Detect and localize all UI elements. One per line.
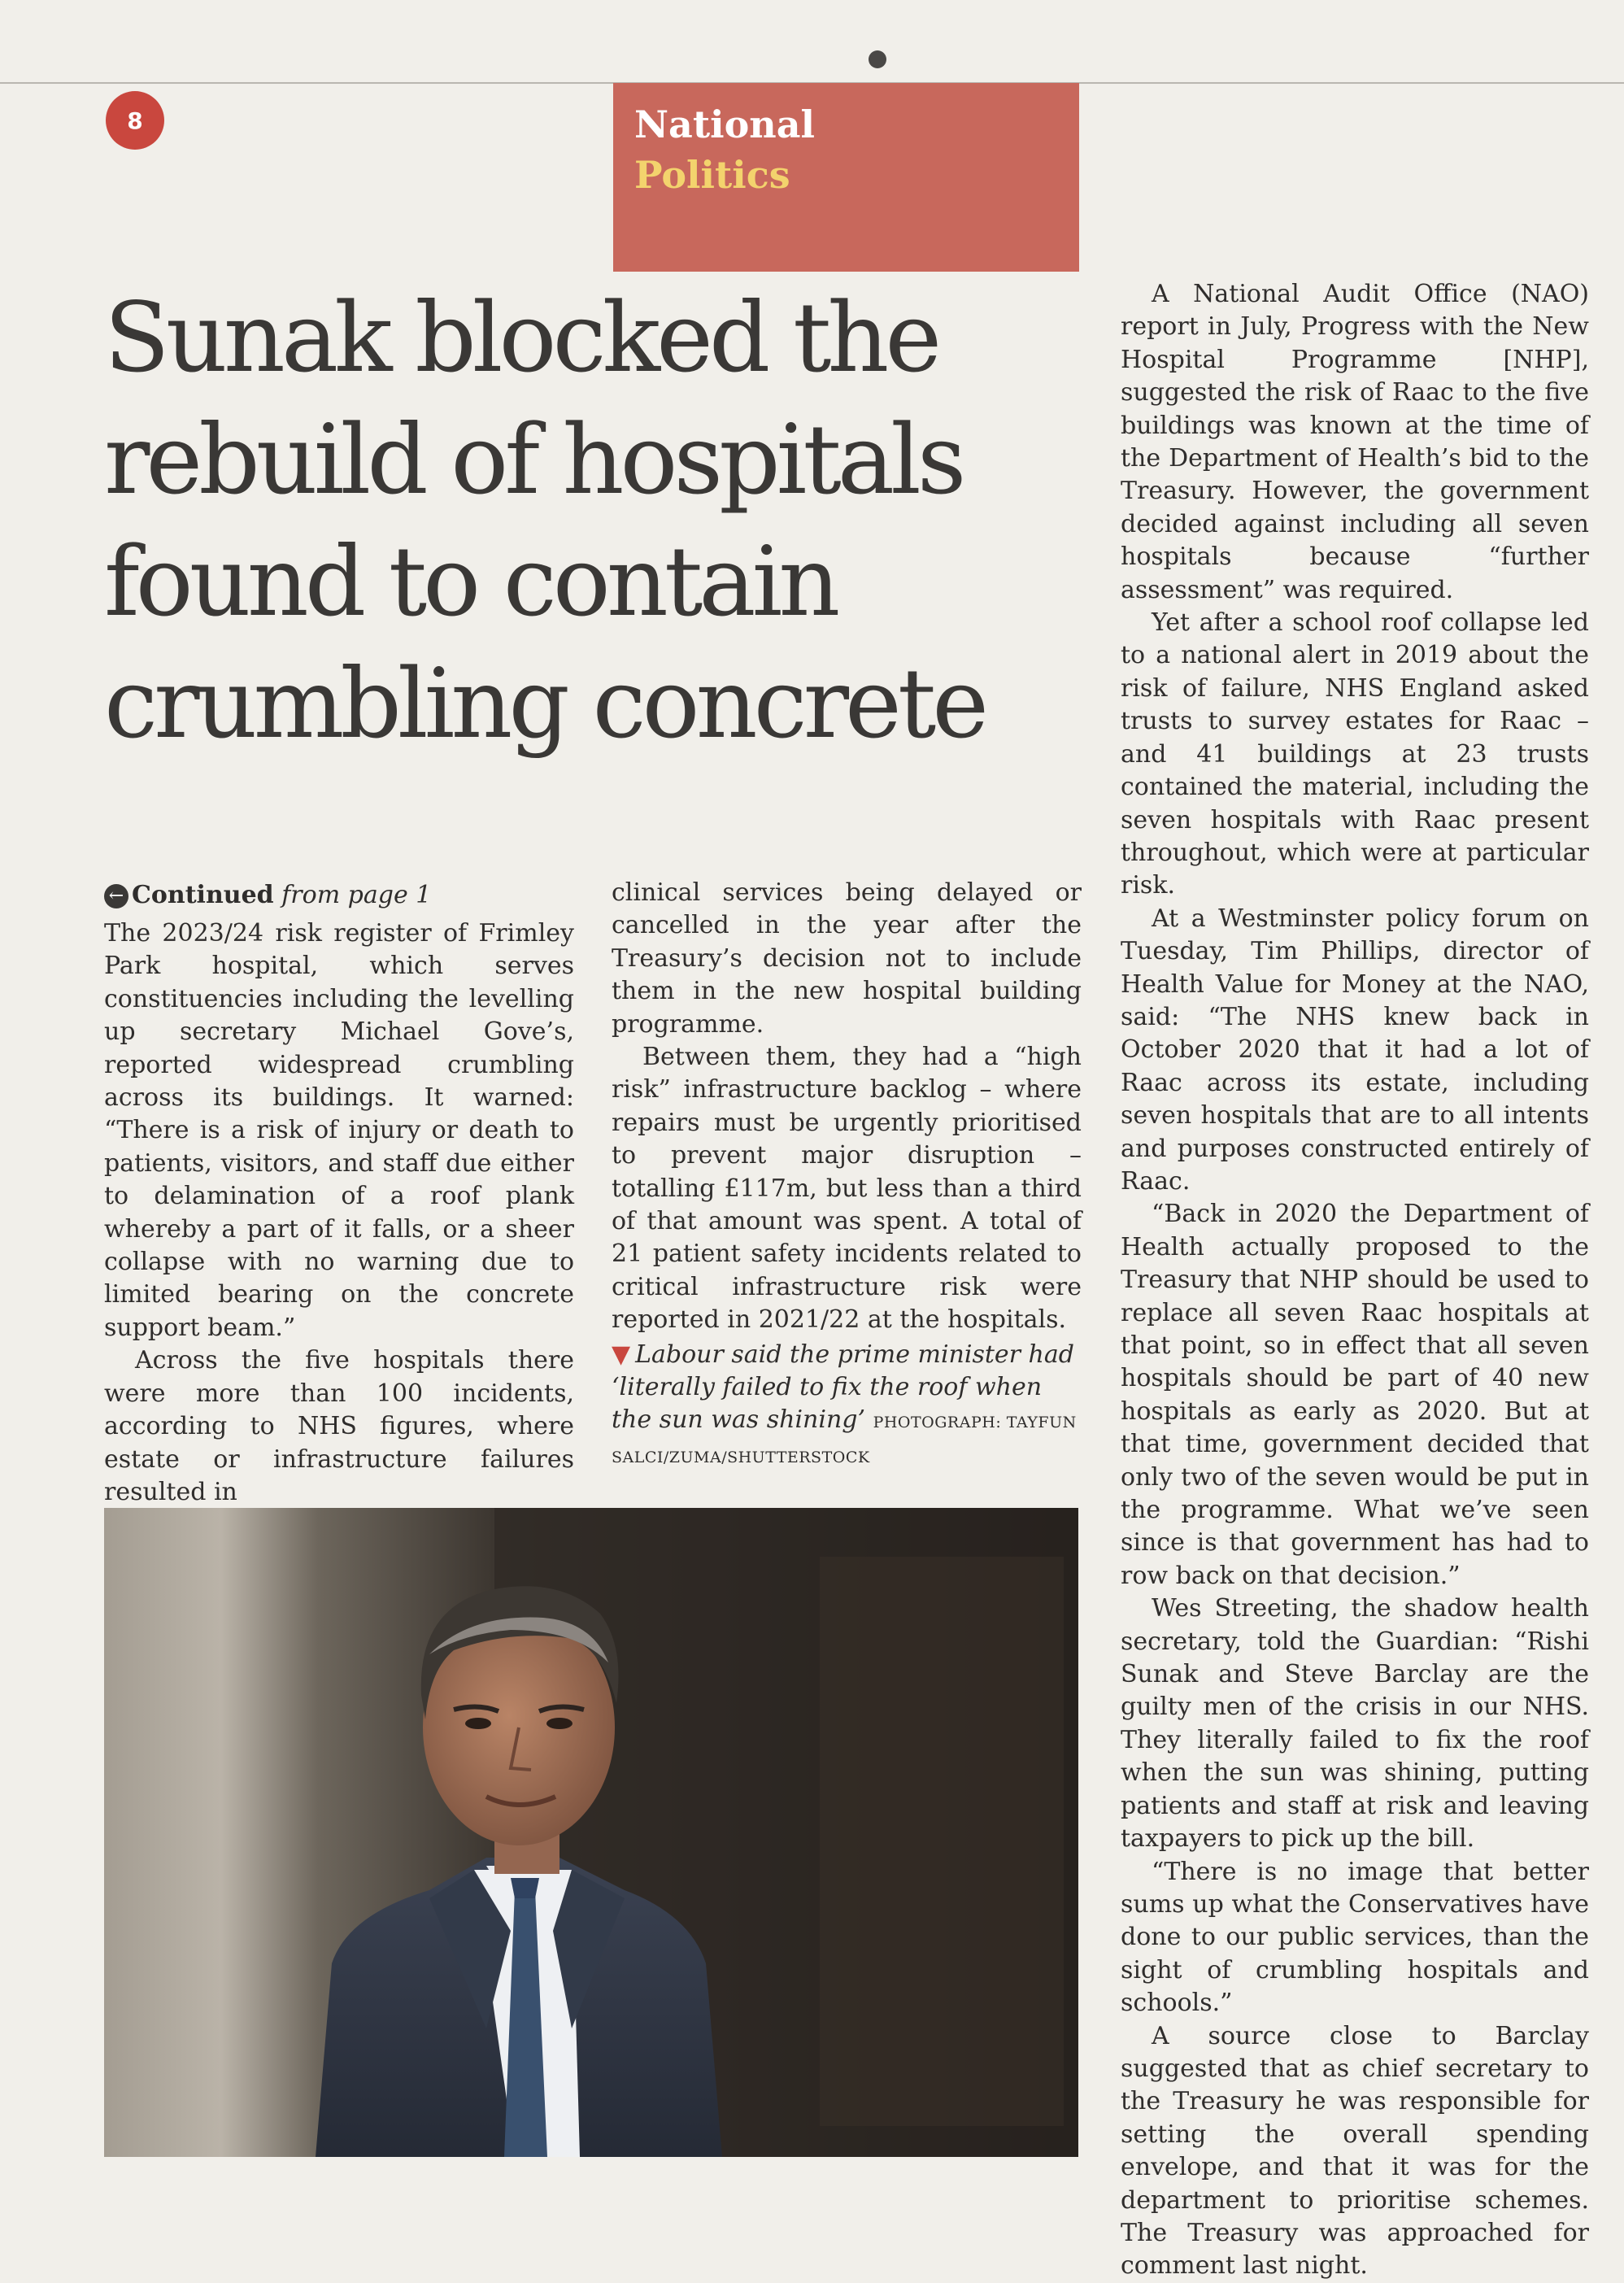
paragraph: clinical services being delayed or cancelled in the year after the Treasury’s decision not to include them in the new hospital building programme. — [612, 878, 1082, 1039]
section-label-national: National — [634, 102, 815, 146]
column-b — [612, 877, 1082, 1337]
section-label-box — [613, 83, 1079, 272]
paragraph: Across the five hospitals there were more than 100 incidents, according to NHS figures, where estate or infrastructure failures resulted in — [104, 1346, 574, 1506]
paragraph: Between them, they had a “high risk” infrastructure backlog – where repairs must be urgently prioritised to prevent major disruption – totalling £117m, but less than a third of that amount was spent. A total of 21 patient safety incidents related to critical infrastructure risk were reported in 2021/22 at the hospitals. — [612, 1043, 1082, 1335]
caption-text: Labour said the prime minister had ‘literally failed to fix the roof when the sun was shining’ — [612, 1340, 1074, 1434]
paragraph: Wes Streeting, the shadow health secretary, told the Guardian: “Rishi Sunak and Steve Barclay are the guilty men of the crisis in our NHS. They literally failed to fix the roof when the sun was shining, putting patients and staff at risk and leaving taxpayers to pick up the bill. — [1121, 1594, 1589, 1854]
paragraph: “Back in 2020 the Department of Health actually proposed to the Treasury that NHP should be used to replace all seven Raac hospitals at that point, so in effect that all seven hospitals should be part of 40 new hospitals as early as 2020. But at that time, government decided that only two of the seven would be put in the programme. What we’ve seen since is that government has had to row back on that decision.” — [1121, 1200, 1589, 1590]
paragraph: At a Westminster policy forum on Tuesday, Tim Phillips, director of Health Value for Money at the NAO, said: “The NHS knew back in October 2020 that it had a lot of Raac across its estate, including seven hospitals that are to all intents and purposes constructed entirely of Raac. — [1121, 904, 1589, 1196]
continued-label: Continued — [132, 881, 274, 909]
portrait-illustration — [104, 1508, 1078, 2157]
article-photo — [104, 1508, 1078, 2157]
continued-from: from page 1 — [281, 881, 432, 909]
paragraph: Yet after a school roof collapse led to a national alert in 2019 about the risk of failure, NHS England asked trusts to survey estates for Raac – and 41 buildings at 23 trusts contained the material, including the seven hospitals with Raac present throughout, which were at particular risk. — [1121, 608, 1589, 900]
paragraph: The 2023/24 risk register of Frimley Park hospital, which serves constituencies including the levelling up secretary Michael Gove’s, reported widespread crumbling across its buildings. It warned: “There is a risk of injury or death to patients, visitors, and staff due either to delamination of a roof plank whereby a part of it falls, or a sheer collapse with no warning due to limited bearing on the concrete support beam.” — [104, 919, 574, 1342]
photo-credit: PHOTOGRAPH: TAYFUN SALCI/ZUMA/SHUTTERSTOCK — [612, 1414, 1077, 1466]
column-a — [104, 877, 574, 1509]
punch-hole — [869, 50, 886, 68]
paragraph: A National Audit Office (NAO) report in July, Progress with the New Hospital Programme [NHP], suggested the risk of Raac to the five buildings was known at the time of the Department of Health’s bid to the Treasury. However, the government decided against including all seven hospitals because “further assessment” was required. — [1121, 280, 1589, 604]
paragraph: “There is no image that better sums up what the Conservatives have done to our public services, than the sight of crumbling hospitals and schools.” — [1121, 1857, 1589, 2018]
caption-triangle-icon: ▼ — [612, 1340, 631, 1369]
column-c — [1121, 278, 1589, 2283]
left-arrow-icon: ← — [104, 884, 128, 908]
headline: Sunak blocked the rebuild of hospitals found to contain crumbling concrete — [104, 281, 986, 760]
paragraph: A source close to Barclay suggested that as chief secretary to the Treasury he was responsible for setting the overall spending envelope, and that it was for the department to prioritise schemes. The Treasury was approached for comment last night. — [1121, 2021, 1589, 2281]
section-label-politics: Politics — [634, 153, 790, 197]
page-number-badge: 8 — [106, 91, 164, 150]
continued-marker — [104, 877, 574, 914]
photo-caption — [612, 1339, 1082, 1474]
